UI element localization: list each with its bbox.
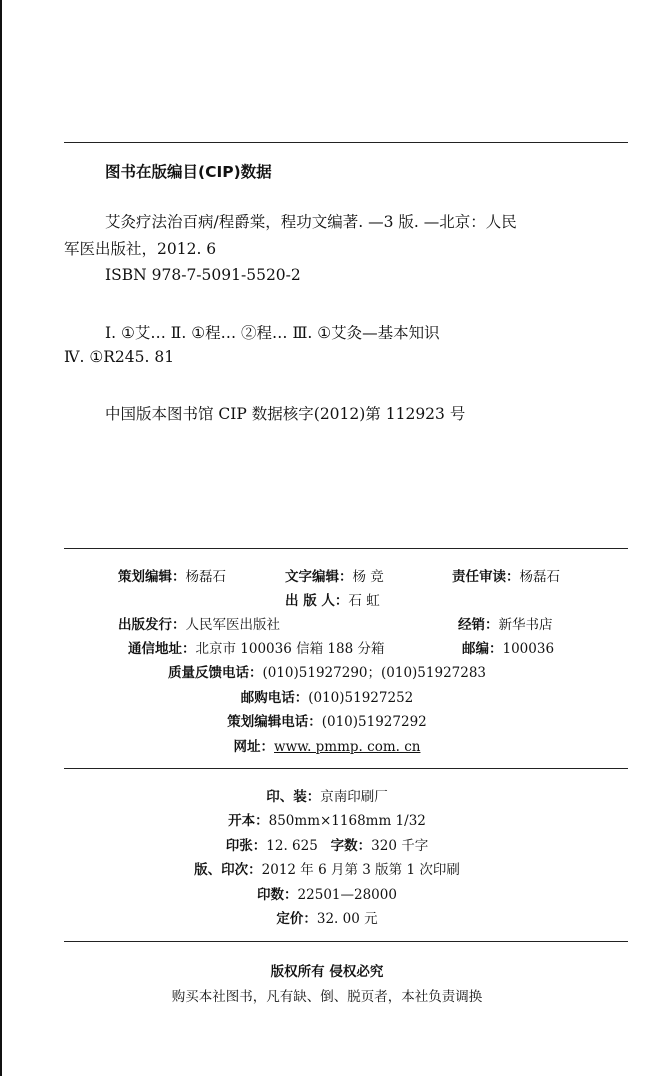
price — [0, 907, 654, 927]
staff-divider — [64, 548, 628, 549]
mailorder-phone-value: (010)51927252 — [308, 690, 414, 706]
website-link[interactable]: www. pmmp. com. cn — [274, 739, 421, 755]
feedback-phone — [0, 661, 654, 681]
feedback-phone-value: (010)51927290；(010)51927283 — [262, 665, 487, 681]
copyright-notice: 版权所有 侵权必究 — [270, 964, 384, 980]
copies — [0, 883, 654, 903]
printing-divider — [64, 768, 628, 769]
top-divider — [64, 142, 628, 143]
address-value: 北京市 100036 信箱 188 分箱 — [195, 641, 385, 657]
replacement-notice: 购买本社图书，凡有缺、倒、脱页者，本社负责调换 — [171, 989, 483, 1005]
editor-phone-label: 策划编辑电话： — [227, 714, 322, 730]
distributor-value: 新华书店 — [498, 617, 553, 633]
printer — [0, 785, 654, 805]
cip-line-1: 艾灸疗法治百病/程爵棠，程功文编著. —3 版. —北京：人民 — [105, 213, 517, 231]
website — [0, 735, 654, 755]
text-editor-label: 文字编辑： — [285, 569, 353, 585]
address-label: 通信地址： — [128, 641, 196, 657]
sheets-value: 12. 625 — [266, 838, 318, 854]
distributor-label: 经销： — [458, 617, 499, 633]
text-editor — [285, 565, 384, 585]
distributor — [458, 613, 553, 633]
mailorder-phone-label: 邮购电话： — [240, 690, 309, 706]
price-value: 32. 00 元 — [316, 911, 378, 927]
cip-line-2: 军医出版社，2012. 6 — [64, 240, 217, 258]
reviewer — [452, 565, 560, 585]
reviewer-label: 责任审读： — [452, 569, 520, 585]
planning-editor — [118, 565, 226, 585]
address — [128, 637, 384, 657]
reviewer-value: 杨磊石 — [519, 569, 560, 585]
postcode-value: 100036 — [502, 641, 555, 657]
feedback-phone-label: 质量反馈电话： — [167, 665, 263, 681]
editor-phone-value: (010)51927292 — [321, 714, 427, 730]
edition-label: 版、印次： — [194, 862, 262, 878]
text-editor-value: 杨 竞 — [352, 569, 384, 585]
edition — [0, 858, 654, 878]
planning-editor-value: 杨磊石 — [185, 569, 226, 585]
postcode — [462, 637, 554, 657]
format-value: 850mm×1168mm 1/32 — [268, 813, 426, 829]
footer-divider — [64, 941, 628, 942]
publisher-person — [285, 589, 380, 609]
publisher-person-value: 石 虹 — [348, 593, 380, 609]
cip-number: 中国版本图书馆 CIP 数据核字(2012)第 112923 号 — [105, 405, 466, 423]
format — [0, 809, 654, 829]
printer-value: 京南印刷厂 — [320, 789, 388, 805]
website-label: 网址： — [233, 739, 275, 755]
format-label: 开本： — [228, 813, 269, 829]
sheets-label: 印张： — [225, 838, 267, 854]
editor-phone — [0, 710, 654, 730]
sheets-words — [0, 834, 654, 854]
publisher-value: 人民军医出版社 — [185, 617, 280, 633]
edition-value: 2012 年 6 月第 3 版第 1 次印刷 — [261, 862, 460, 878]
cip-heading: 图书在版编目(CIP)数据 — [105, 163, 272, 181]
price-label: 定价： — [276, 911, 317, 927]
publisher — [118, 613, 280, 633]
printer-label: 印、装： — [266, 789, 321, 805]
copies-value: 22501—28000 — [297, 887, 397, 903]
cip-classification-1: Ⅰ. ①艾… Ⅱ. ①程… ②程… Ⅲ. ①艾灸—基本知识 — [105, 324, 440, 342]
mailorder-phone — [0, 686, 654, 706]
publisher-person-label: 出 版 人： — [285, 593, 349, 609]
words-value: 320 千字 — [371, 838, 429, 854]
cip-classification-2: Ⅳ. ①R245. 81 — [64, 348, 175, 366]
words-label: 字数： — [330, 838, 372, 854]
copies-label: 印数： — [257, 887, 298, 903]
cip-isbn: ISBN 978-7-5091-5520-2 — [105, 266, 301, 284]
publisher-label: 出版发行： — [118, 617, 186, 633]
postcode-label: 邮编： — [462, 641, 503, 657]
planning-editor-label: 策划编辑： — [118, 569, 186, 585]
